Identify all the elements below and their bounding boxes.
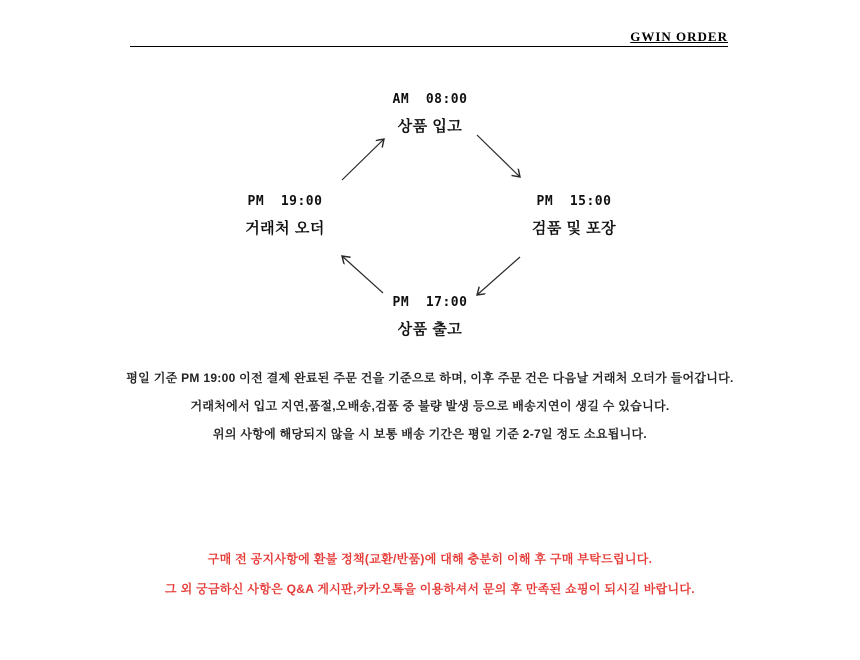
node-label: 거래처 오더 bbox=[245, 220, 325, 237]
shipping-note: 위의 사항에 해당되지 않을 시 보통 배송 기간은 평일 기준 2-7일 정도 소요됩니다. bbox=[212, 427, 648, 441]
node-label: 상품 출고 bbox=[397, 321, 463, 338]
purchase-warning: 구매 전 공지사항에 환불 정책(교환/반품)에 대해 충분히 이해 후 구매 부탁드립니다. bbox=[207, 552, 653, 566]
arrow-right-to-bottom-icon bbox=[477, 257, 520, 295]
arrow-top-to-right-icon bbox=[477, 135, 520, 177]
cycle-arrows bbox=[330, 125, 540, 305]
purchase-warning: 그 외 궁금하신 사항은 Q&A 게시판,카카오톡을 이용하셔서 문의 후 만족된 쇼핑이 되시길 바랍니다. bbox=[165, 582, 695, 596]
page-title: GWIN ORDER bbox=[630, 29, 728, 44]
node-label: 검품 및 포장 bbox=[531, 220, 617, 237]
shipping-note: 평일 기준 PM 19:00 이전 결제 완료된 주문 건을 기준으로 하며, 이후 주문 건은 다음날 거래처 오더가 들어갑니다. bbox=[126, 371, 734, 385]
header-rule bbox=[130, 30, 728, 47]
arrow-left-to-top-icon bbox=[342, 139, 384, 180]
shipping-notes bbox=[0, 370, 860, 454]
node-time: AM 08:00 bbox=[392, 92, 468, 107]
node-label: 상품 입고 bbox=[397, 118, 463, 135]
node-time: PM 15:00 bbox=[536, 194, 612, 209]
purchase-warnings bbox=[0, 551, 860, 611]
node-time: PM 19:00 bbox=[247, 194, 323, 209]
node-time: PM 17:00 bbox=[392, 295, 468, 310]
shipping-note: 거래처에서 입고 지연,품절,오배송,검품 중 불량 발생 등으로 배송지연이 생길 수 있습니다. bbox=[190, 399, 670, 413]
arrow-bottom-to-left-icon bbox=[342, 256, 383, 293]
